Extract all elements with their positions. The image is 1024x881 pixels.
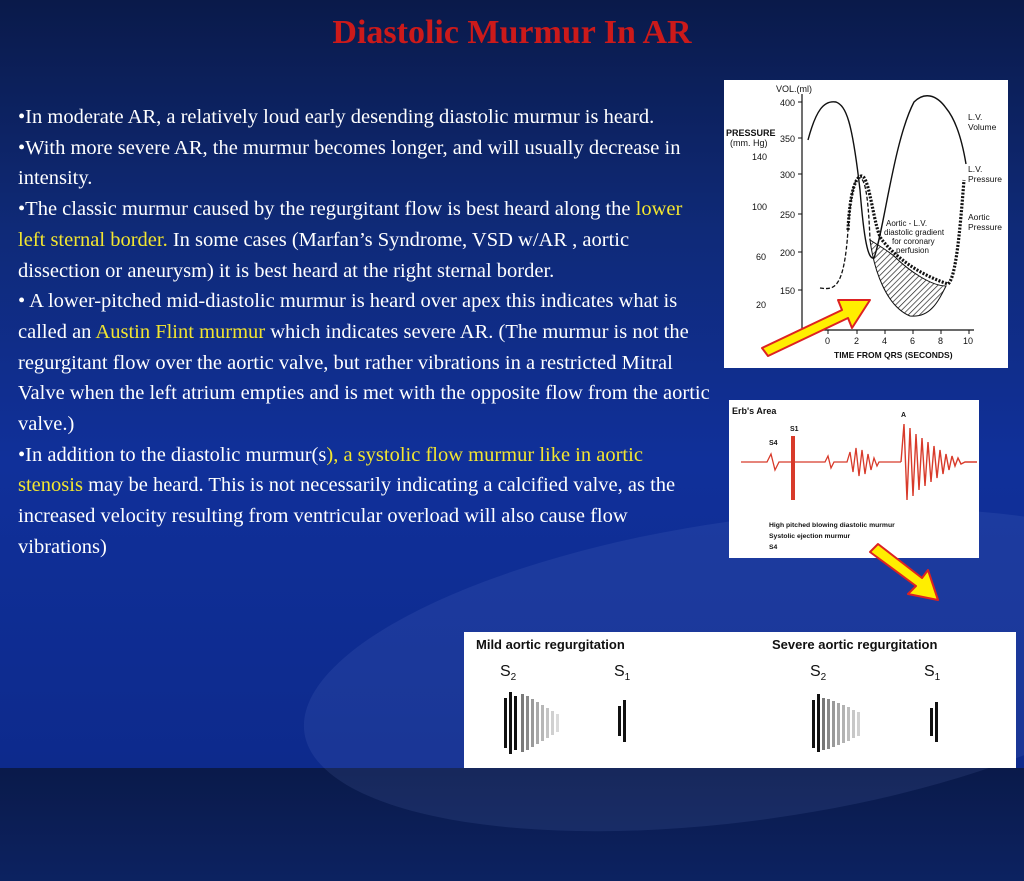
s1-s: S bbox=[924, 663, 935, 680]
bullet-classic-murmur bbox=[18, 194, 710, 286]
regurgitation-comparison-figure bbox=[464, 632, 1016, 768]
diastolic-murmur-wave bbox=[901, 424, 977, 500]
s1-s: S bbox=[614, 663, 625, 680]
gradient-label-4: perfusion bbox=[896, 246, 929, 255]
bullet-text: •In addition to the diastolic murmur(s bbox=[18, 443, 327, 466]
x-tick-0: 0 bbox=[825, 336, 831, 346]
bullet-text: In some cases (Marfan’s Syndrome, VSD w/AR , aortic dissection or aneurysm) it is best heard at the right sternal border. bbox=[18, 228, 630, 282]
vol-tick-150: 150 bbox=[780, 286, 796, 296]
highlight-sternal-border: lower left sternal border. bbox=[18, 198, 683, 251]
lv-pressure-label: L.V. bbox=[968, 164, 983, 174]
pressure-axis-label: PRESSURE bbox=[726, 128, 776, 138]
x-tick-4: 4 bbox=[882, 336, 888, 346]
bullet-text: which indicates severe AR. (The murmur is not the regurgitant flow over the aortic valve, but rather vibrations in a restricted Mitral Valve when the left atrium empties and is met with the opposite flow from the aortic valve.) bbox=[18, 320, 710, 436]
s1-sub: 1 bbox=[934, 672, 941, 683]
bullet-list bbox=[18, 102, 710, 563]
mild-label: Mild aortic regurgitation bbox=[476, 637, 625, 652]
x-tick-2: 2 bbox=[854, 336, 860, 346]
bullet-text: may be heard. This is not necessarily indicating a calcified valve, as the increased velocity resulting from ventricular overload will also cause flow vibrations) bbox=[18, 474, 676, 558]
phonocardiogram-figure bbox=[729, 400, 979, 558]
pressure-tick-100: 100 bbox=[752, 202, 768, 212]
vol-tick-350: 350 bbox=[780, 134, 796, 144]
bullet-austin-flint bbox=[18, 286, 710, 440]
pressure-axis-unit: (mm. Hg) bbox=[730, 138, 768, 148]
aortic-pressure-label: Aortic bbox=[968, 212, 990, 222]
phono-baseline-wave bbox=[741, 448, 901, 476]
severe-murmur bbox=[822, 698, 860, 750]
phono-legend-1: High pitched blowing diastolic murmur bbox=[769, 522, 895, 529]
bullet-systolic-flow bbox=[18, 440, 710, 563]
x-axis-label: TIME FROM QRS (SECONDS) bbox=[834, 350, 953, 360]
slide-title: Diastolic Murmur In AR bbox=[332, 14, 692, 51]
vol-tick-250: 250 bbox=[780, 210, 796, 220]
s2-s: S bbox=[810, 663, 821, 680]
pressure-tick-140: 140 bbox=[752, 152, 768, 162]
phono-legend-2: Systolic ejection murmur bbox=[769, 533, 851, 540]
vol-tick-400: 400 bbox=[780, 98, 796, 108]
gradient-label: Aortic - L.V. bbox=[886, 219, 928, 228]
s2-s: S bbox=[500, 663, 511, 680]
arrow-to-gradient-icon bbox=[756, 290, 876, 360]
s1-sub: 1 bbox=[624, 672, 631, 683]
severe-s2-sound bbox=[812, 694, 820, 752]
mild-s2-sound bbox=[504, 692, 517, 754]
severe-label: Severe aortic regurgitation bbox=[772, 637, 938, 652]
mild-s1-label bbox=[614, 663, 631, 683]
mild-s1-sound bbox=[618, 700, 626, 742]
gradient-label-3: for coronary bbox=[892, 237, 935, 246]
bullet-severe-ar: •With more severe AR, the murmur becomes longer, and will usually decrease in intensity. bbox=[18, 136, 681, 190]
s1-label: S1 bbox=[790, 426, 799, 433]
s2-sub: 2 bbox=[510, 672, 517, 683]
x-tick-10: 10 bbox=[963, 336, 974, 346]
phono-legend-3: S4 bbox=[769, 544, 778, 551]
pressure-tick-20: 20 bbox=[756, 300, 767, 310]
lv-volume-label-2: Volume bbox=[968, 122, 997, 132]
severe-s2-label bbox=[810, 663, 827, 683]
s1-bar bbox=[791, 436, 795, 500]
s2-sub: 2 bbox=[820, 672, 827, 683]
mild-murmur bbox=[521, 694, 559, 752]
severe-s1-sound bbox=[930, 702, 938, 742]
vol-tick-300: 300 bbox=[780, 170, 796, 180]
a-label: A bbox=[901, 412, 907, 419]
lv-pressure-label-2: Pressure bbox=[968, 174, 1003, 184]
x-tick-8: 8 bbox=[938, 336, 944, 346]
pressure-tick-60: 60 bbox=[756, 252, 767, 262]
vol-axis-label: VOL.(ml) bbox=[776, 84, 812, 94]
erbs-area-label: Erb's Area bbox=[732, 406, 777, 416]
lv-pressure-curve bbox=[820, 178, 870, 289]
s4-label: S4 bbox=[769, 440, 778, 447]
mild-s2-label bbox=[500, 663, 517, 683]
severe-s1-label bbox=[924, 663, 941, 683]
vol-tick-200: 200 bbox=[780, 248, 796, 258]
highlight-systolic-flow: ), a systolic flow murmur like in aortic stenosis bbox=[18, 443, 643, 497]
arrow-to-regurg-figure-icon bbox=[864, 540, 946, 606]
bullet-text: •The classic murmur caused by the regurgitant flow is best heard along the bbox=[18, 198, 636, 221]
x-tick-6: 6 bbox=[910, 336, 916, 346]
lv-volume-label: L.V. bbox=[968, 112, 983, 122]
bullet-text: • A lower-pitched mid-diastolic murmur is heard over apex this indicates what is called an bbox=[18, 290, 678, 343]
bullet-moderate-ar: •In moderate AR, a relatively loud early desending diastolic murmur is heard. bbox=[18, 106, 655, 128]
aortic-pressure-label-2: Pressure bbox=[968, 222, 1003, 232]
highlight-austin-flint: Austin Flint murmur bbox=[95, 320, 266, 343]
gradient-label-2: diastolic gradient bbox=[884, 228, 945, 237]
